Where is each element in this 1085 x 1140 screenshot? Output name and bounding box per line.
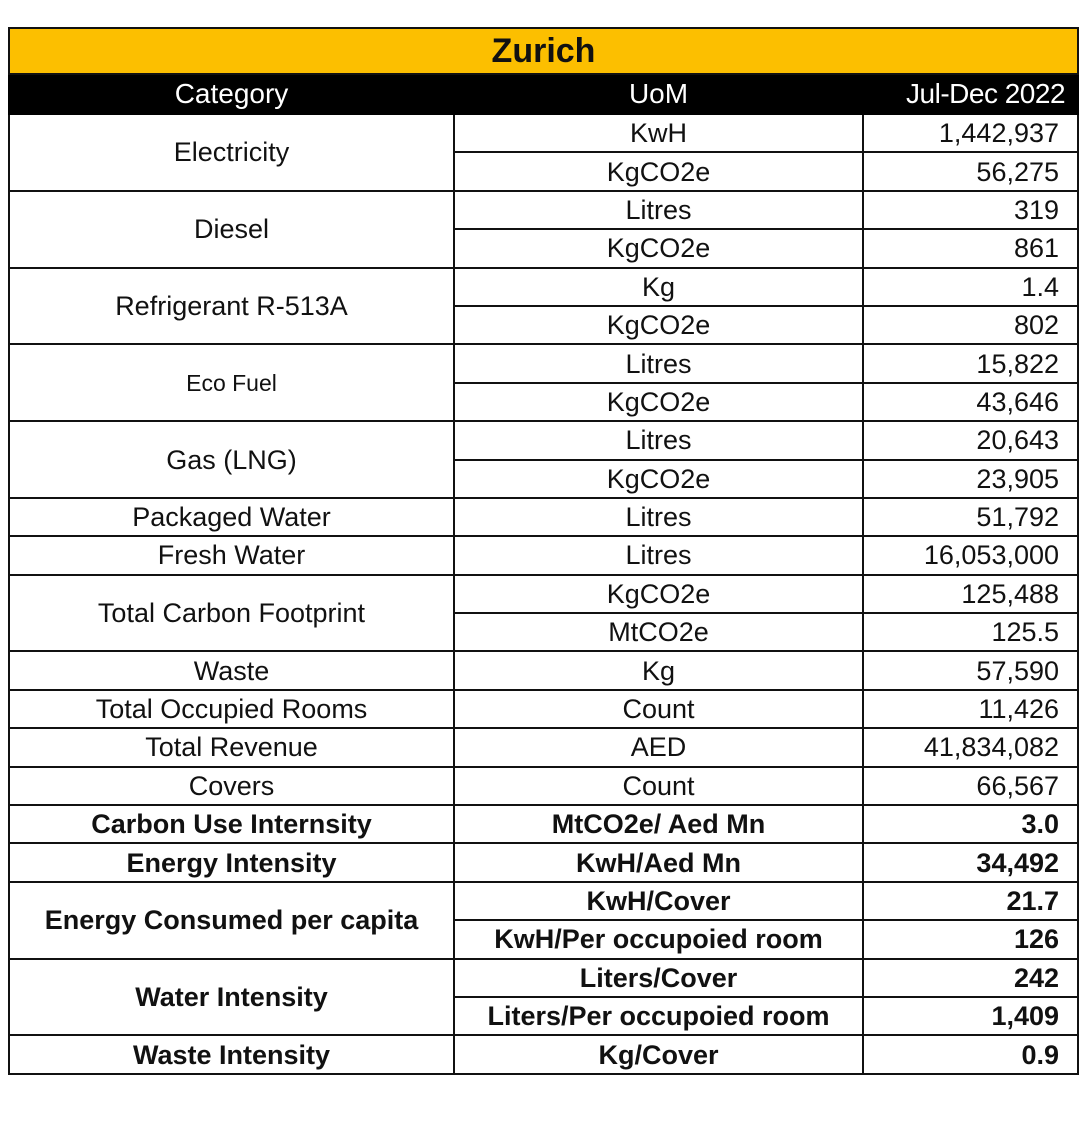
value-cell: 3.0 — [863, 805, 1078, 843]
value-cell: 16,053,000 — [863, 536, 1078, 574]
category-cell: Refrigerant R-513A — [9, 268, 454, 345]
value-cell: 51,792 — [863, 498, 1078, 536]
category-cell: Eco Fuel — [9, 344, 454, 421]
uom-cell: Liters/Per occupoied room — [454, 997, 863, 1035]
category-cell: Waste Intensity — [9, 1035, 454, 1073]
value-cell: 15,822 — [863, 344, 1078, 382]
value-cell: 57,590 — [863, 651, 1078, 689]
value-cell: 802 — [863, 306, 1078, 344]
value-cell: 861 — [863, 229, 1078, 267]
category-cell: Total Revenue — [9, 728, 454, 766]
value-cell: 126 — [863, 920, 1078, 958]
table-row — [9, 767, 1078, 805]
value-cell: 23,905 — [863, 460, 1078, 498]
category-cell: Total Carbon Footprint — [9, 575, 454, 652]
table-row — [9, 1035, 1078, 1073]
value-cell: 319 — [863, 191, 1078, 229]
category-cell: Electricity — [9, 114, 454, 191]
uom-cell: Litres — [454, 421, 863, 459]
uom-cell: Litres — [454, 498, 863, 536]
uom-cell: KgCO2e — [454, 460, 863, 498]
value-cell: 43,646 — [863, 383, 1078, 421]
uom-cell: KgCO2e — [454, 383, 863, 421]
uom-cell: MtCO2e/ Aed Mn — [454, 805, 863, 843]
table-row — [9, 882, 1078, 920]
uom-cell: KwH/Aed Mn — [454, 843, 863, 881]
table-row — [9, 114, 1078, 152]
value-cell: 1,442,937 — [863, 114, 1078, 152]
uom-cell: KgCO2e — [454, 152, 863, 190]
value-cell: 1,409 — [863, 997, 1078, 1035]
value-cell: 11,426 — [863, 690, 1078, 728]
uom-cell: Litres — [454, 344, 863, 382]
value-cell: 242 — [863, 959, 1078, 997]
uom-cell: Litres — [454, 191, 863, 229]
column-header-period: Jul-Dec 2022 — [863, 74, 1078, 114]
table-row — [9, 191, 1078, 229]
value-cell: 0.9 — [863, 1035, 1078, 1073]
uom-cell: Count — [454, 690, 863, 728]
uom-cell: KwH/Per occupoied room — [454, 920, 863, 958]
table-row — [9, 536, 1078, 574]
uom-cell: KgCO2e — [454, 306, 863, 344]
zurich-metrics-table — [8, 27, 1079, 1075]
uom-cell: Count — [454, 767, 863, 805]
uom-cell: Kg — [454, 268, 863, 306]
value-cell: 66,567 — [863, 767, 1078, 805]
table-row — [9, 805, 1078, 843]
category-cell: Waste — [9, 651, 454, 689]
table-row — [9, 843, 1078, 881]
table-title: Zurich — [9, 28, 1078, 74]
column-header-row — [9, 74, 1078, 114]
value-cell: 20,643 — [863, 421, 1078, 459]
table-body — [9, 114, 1078, 1074]
uom-cell: KgCO2e — [454, 575, 863, 613]
value-cell: 1.4 — [863, 268, 1078, 306]
uom-cell: Liters/Cover — [454, 959, 863, 997]
table-row — [9, 268, 1078, 306]
category-cell: Diesel — [9, 191, 454, 268]
table-row — [9, 421, 1078, 459]
category-cell: Total Occupied Rooms — [9, 690, 454, 728]
uom-cell: Litres — [454, 536, 863, 574]
value-cell: 34,492 — [863, 843, 1078, 881]
table-row — [9, 498, 1078, 536]
table-row — [9, 728, 1078, 766]
uom-cell: KwH — [454, 114, 863, 152]
table-row — [9, 959, 1078, 997]
table-row — [9, 651, 1078, 689]
category-cell: Gas (LNG) — [9, 421, 454, 498]
category-cell: Energy Consumed per capita — [9, 882, 454, 959]
table-row — [9, 575, 1078, 613]
category-cell: Water Intensity — [9, 959, 454, 1036]
category-cell: Energy Intensity — [9, 843, 454, 881]
category-cell: Fresh Water — [9, 536, 454, 574]
column-header-category: Category — [9, 74, 454, 114]
uom-cell: KgCO2e — [454, 229, 863, 267]
zurich-metrics-table-container — [8, 27, 1077, 1075]
uom-cell: Kg — [454, 651, 863, 689]
uom-cell: AED — [454, 728, 863, 766]
uom-cell: KwH/Cover — [454, 882, 863, 920]
value-cell: 125,488 — [863, 575, 1078, 613]
value-cell: 125.5 — [863, 613, 1078, 651]
table-title-row — [9, 28, 1078, 74]
value-cell: 21.7 — [863, 882, 1078, 920]
table-row — [9, 344, 1078, 382]
value-cell: 41,834,082 — [863, 728, 1078, 766]
uom-cell: MtCO2e — [454, 613, 863, 651]
category-cell: Covers — [9, 767, 454, 805]
table-row — [9, 690, 1078, 728]
uom-cell: Kg/Cover — [454, 1035, 863, 1073]
category-cell: Packaged Water — [9, 498, 454, 536]
column-header-uom: UoM — [454, 74, 863, 114]
value-cell: 56,275 — [863, 152, 1078, 190]
category-cell: Carbon Use Internsity — [9, 805, 454, 843]
